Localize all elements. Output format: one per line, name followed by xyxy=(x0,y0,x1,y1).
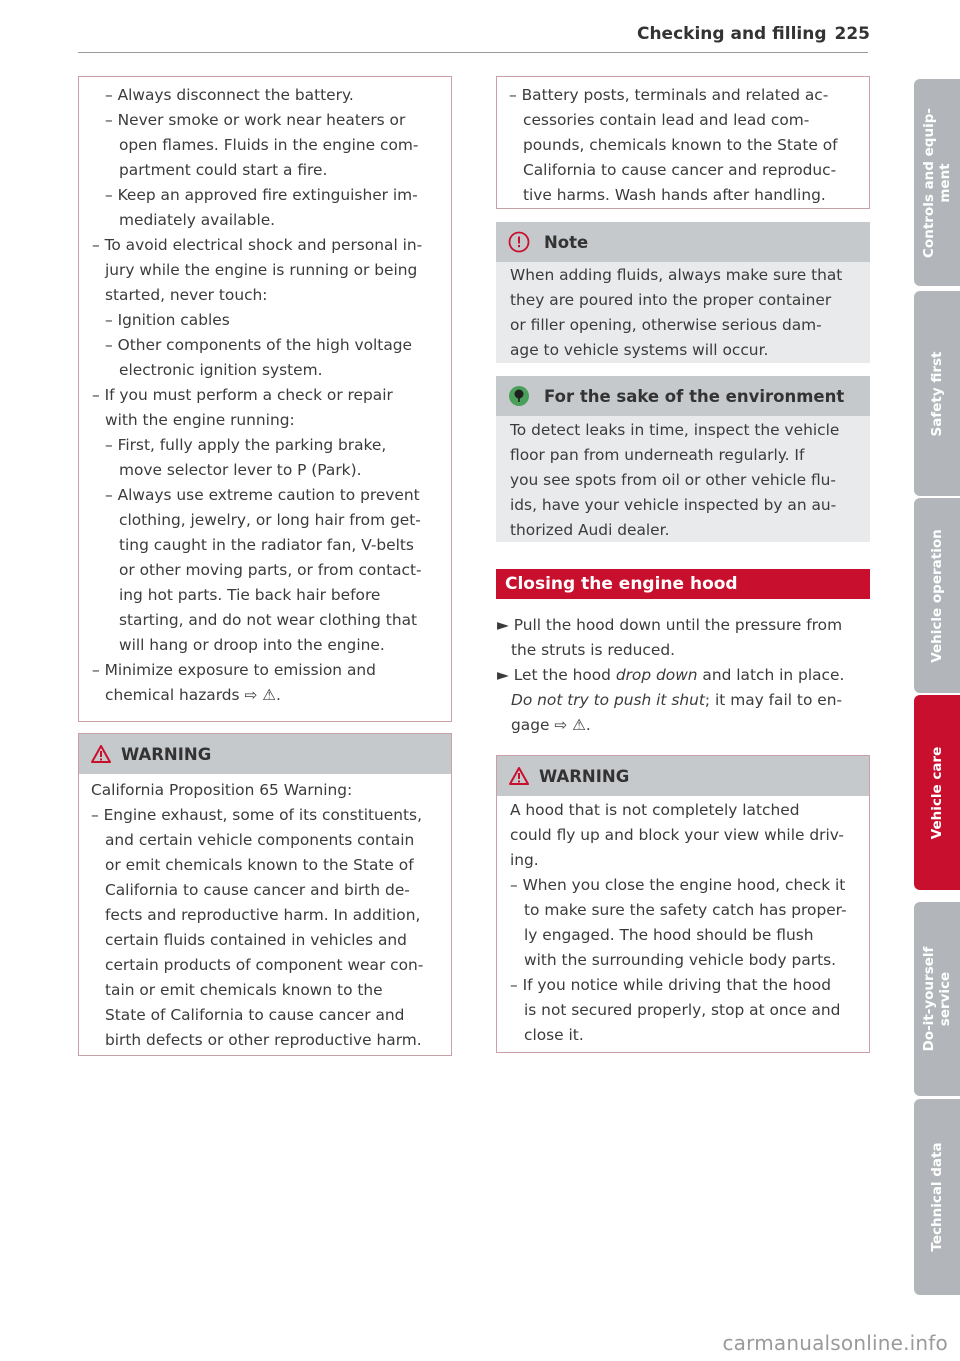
step-1-line-1: ► Pull the hood down until the pressure from xyxy=(497,616,843,634)
text-line: To detect leaks in time, inspect the vehicle xyxy=(510,421,840,439)
text-line: thorized Audi dealer. xyxy=(510,521,670,539)
watermark: carmanualsonline.info xyxy=(722,1331,948,1355)
text-line: will hang or droop into the engine. xyxy=(119,636,385,654)
text-line: – Other components of the high voltage xyxy=(105,336,412,354)
chapter-tab-label: Controls and equip- ment xyxy=(921,107,953,258)
text-line: jury while the engine is running or being xyxy=(105,261,418,279)
text-line: certain products of component wear con- xyxy=(105,956,424,974)
note-header xyxy=(496,222,870,262)
left-continued-warning-box xyxy=(78,76,452,722)
text-line: ing. xyxy=(510,851,539,869)
text-line: chemical hazards ⇨ ⚠. xyxy=(105,686,281,704)
closing-hood-steps xyxy=(497,613,869,738)
text-line: partment could start a fire. xyxy=(119,161,328,179)
text-line: mediately available. xyxy=(119,211,276,229)
text-line: California to cause cancer and birth de- xyxy=(105,881,410,899)
text-line: pounds, chemicals known to the State of xyxy=(523,136,838,154)
text-line: – First, fully apply the parking brake, xyxy=(105,436,387,454)
warning-triangle-icon xyxy=(91,745,111,763)
step-2-text-a: ► Let the hood xyxy=(497,666,616,684)
warning-heading: WARNING xyxy=(121,744,212,764)
text-line: floor pan from underneath regularly. If xyxy=(510,446,805,464)
text-line: starting, and do not wear clothing that xyxy=(119,611,418,629)
note-info-icon xyxy=(508,231,530,253)
text-line: close it. xyxy=(524,1026,584,1044)
chapter-tab-4[interactable] xyxy=(914,695,960,890)
text-line: certain fluids contained in vehicles and xyxy=(105,931,407,949)
chapter-tab-label: Vehicle operation xyxy=(929,528,945,663)
note-text xyxy=(496,262,870,363)
text-line: State of California to cause cancer and xyxy=(105,1006,405,1024)
step-2-line-1 xyxy=(497,663,869,688)
warning-triangle-icon xyxy=(509,767,529,785)
text-line: A hood that is not completely latched xyxy=(510,801,800,819)
text-line: California Proposition 65 Warning: xyxy=(91,781,353,799)
text-line: move selector lever to P (Park). xyxy=(119,461,362,479)
text-line: with the surrounding vehicle body parts. xyxy=(524,951,837,969)
text-line: fects and reproductive harm. In addition, xyxy=(105,906,421,924)
chapter-tab-label: Technical data xyxy=(929,1142,945,1252)
text-line: could fly up and block your view while driv- xyxy=(510,826,844,844)
text-line: and certain vehicle components contain xyxy=(105,831,415,849)
chapter-tab-5[interactable] xyxy=(914,902,960,1096)
note-box xyxy=(496,222,870,363)
right-warning-text xyxy=(497,796,869,1048)
page-header xyxy=(600,24,870,44)
closing-hood-heading-text: Closing the engine hood xyxy=(505,574,738,594)
text-line: or other moving parts, or from contact- xyxy=(119,561,422,579)
text-line: tain or emit chemicals known to the xyxy=(105,981,383,999)
step-2-line-2 xyxy=(497,688,869,713)
section-title: Checking and filling xyxy=(636,24,827,44)
text-line: – Never smoke or work near heaters or xyxy=(105,111,406,129)
warning-header xyxy=(79,734,451,774)
right-box-text xyxy=(509,83,869,208)
text-line: – Keep an approved fire extinguisher im- xyxy=(105,186,418,204)
environment-text xyxy=(496,416,870,543)
text-line: or emit chemicals known to the State of xyxy=(105,856,414,874)
text-line: – If you must perform a check or repair xyxy=(92,386,393,404)
step-2-text-c: and latch in place. xyxy=(697,666,845,684)
text-line: age to vehicle systems will occur. xyxy=(510,341,769,359)
text-line: When adding fluids, always make sure that xyxy=(510,266,843,284)
text-line: ids, have your vehicle inspected by an au- xyxy=(510,496,837,514)
chapter-tab-2[interactable] xyxy=(914,291,960,496)
text-line: with the engine running: xyxy=(105,411,295,429)
text-line: – Ignition cables xyxy=(105,311,230,329)
environment-tree-icon xyxy=(508,385,530,407)
text-line: cessories contain lead and lead com- xyxy=(523,111,810,129)
text-line: – If you notice while driving that the hood xyxy=(510,976,831,994)
page-number: 225 xyxy=(834,24,870,44)
text-line: you see spots from oil or other vehicle flu- xyxy=(510,471,836,489)
chapter-tab-6[interactable] xyxy=(914,1099,960,1295)
step-2-text-e: ; it may fail to en- xyxy=(704,691,843,709)
text-line: California to cause cancer and reproduc- xyxy=(523,161,837,179)
text-line: open flames. Fluids in the engine com- xyxy=(119,136,419,154)
text-line: to make sure the safety catch has proper- xyxy=(524,901,847,919)
step-2-italic-b: Do not try to push it shut xyxy=(511,691,705,709)
text-line: clothing, jewelry, or long hair from get- xyxy=(119,511,421,529)
closing-hood-heading xyxy=(496,569,870,599)
text-line: tive harms. Wash hands after handling. xyxy=(523,186,826,204)
warning-text xyxy=(79,774,451,1053)
right-warning-box xyxy=(496,755,870,1053)
text-line: ly engaged. The hood should be flush xyxy=(524,926,814,944)
right-warning-header xyxy=(497,756,869,796)
step-2-line-3: gage ⇨ ⚠. xyxy=(511,716,591,734)
chapter-tab-3[interactable] xyxy=(914,498,960,693)
environment-heading: For the sake of the environment xyxy=(544,386,845,406)
text-line: – When you close the engine hood, check it xyxy=(510,876,846,894)
text-line: started, never touch: xyxy=(105,286,268,304)
chapter-tab-label: Vehicle care xyxy=(929,746,945,839)
text-line: – Minimize exposure to emission and xyxy=(92,661,376,679)
environment-header xyxy=(496,376,870,416)
step-2-italic-a: drop down xyxy=(615,666,698,684)
text-line: – Battery posts, terminals and related ac- xyxy=(509,86,829,104)
text-line: – To avoid electrical shock and personal in- xyxy=(92,236,423,254)
left-box-text xyxy=(92,83,451,708)
right-continued-warning-box xyxy=(496,76,870,209)
chapter-tab-label: Do-it-yourself service xyxy=(921,946,953,1052)
right-warning-heading: WARNING xyxy=(539,766,630,786)
text-line: ing hot parts. Tie back hair before xyxy=(119,586,381,604)
chapter-tab-label: Safety first xyxy=(929,351,945,436)
note-heading: Note xyxy=(544,232,589,252)
text-line: – Always use extreme caution to prevent xyxy=(105,486,420,504)
text-line: birth defects or other reproductive harm. xyxy=(105,1031,422,1049)
text-line: is not secured properly, stop at once and xyxy=(524,1001,841,1019)
text-line: or filler opening, otherwise serious dam- xyxy=(510,316,822,334)
environment-box xyxy=(496,376,870,542)
text-line: they are poured into the proper container xyxy=(510,291,832,309)
step-1-line-2: the struts is reduced. xyxy=(511,641,675,659)
text-line: – Always disconnect the battery. xyxy=(105,86,354,104)
text-line: – Engine exhaust, some of its constituents, xyxy=(91,806,422,824)
text-line: ting caught in the radiator fan, V-belts xyxy=(119,536,414,554)
left-warning-box xyxy=(78,733,452,1056)
text-line: electronic ignition system. xyxy=(119,361,323,379)
chapter-tab-1[interactable] xyxy=(914,79,960,286)
header-rule xyxy=(78,52,868,53)
